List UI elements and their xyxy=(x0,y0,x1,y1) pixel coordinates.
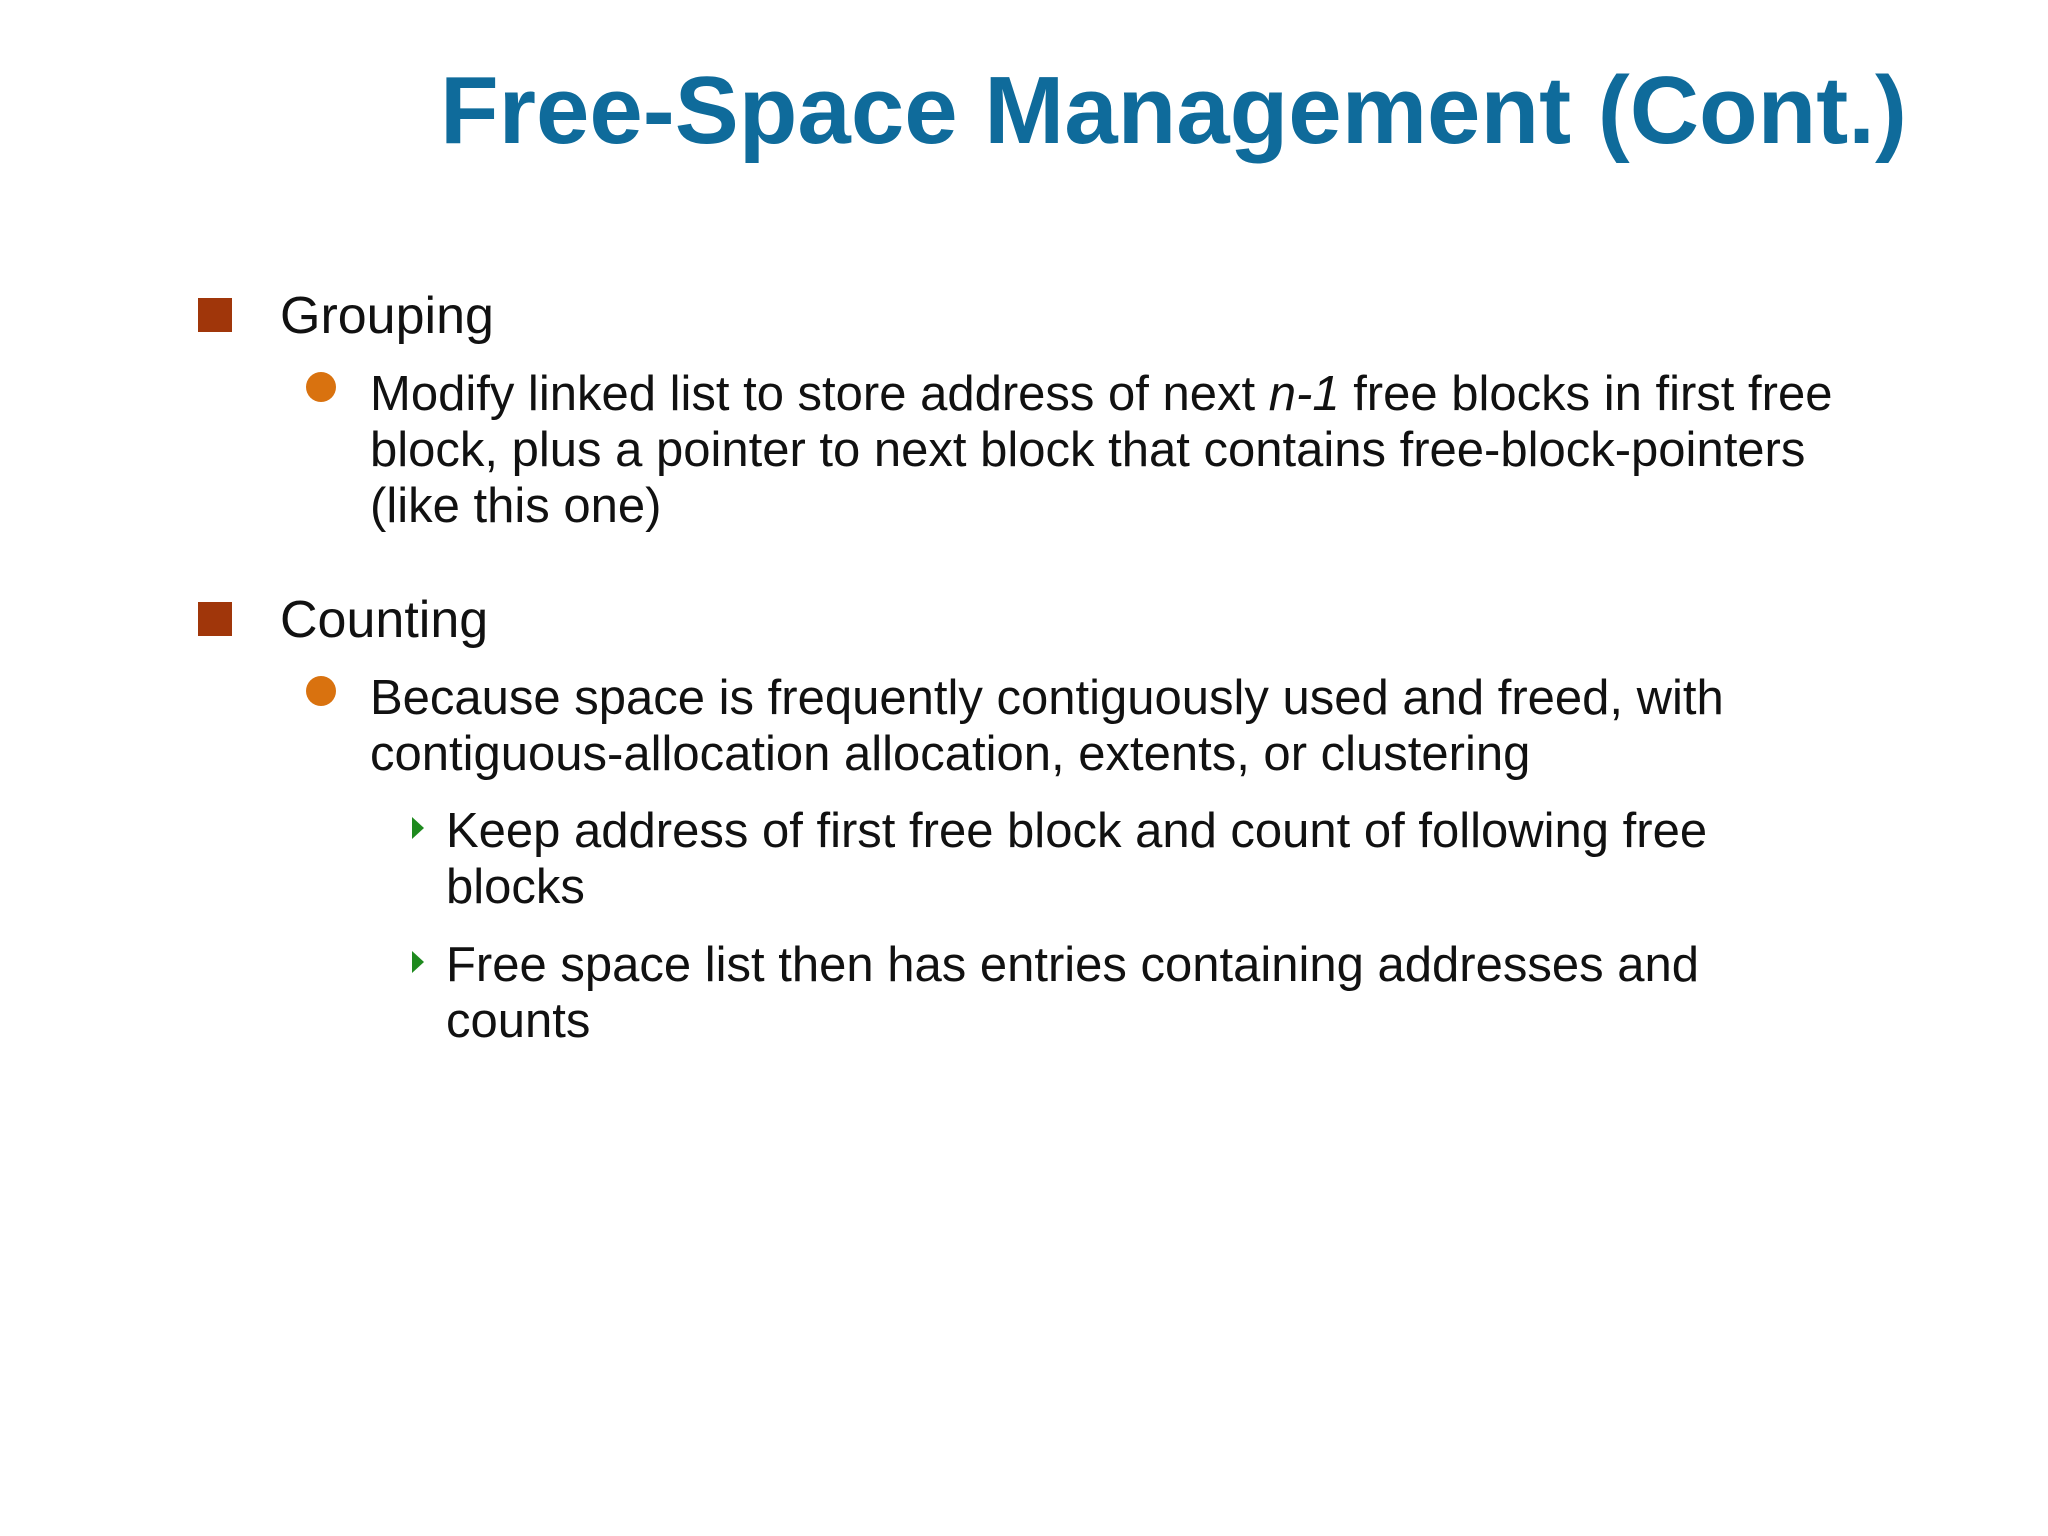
grouping-detail-post: free blocks in first free block, plus a pointer to next block that contains free-block-pointers (like this one) xyxy=(370,367,1833,533)
bullet-counting: Counting xyxy=(280,591,489,649)
square-bullet-icon xyxy=(198,602,232,636)
circle-bullet-icon xyxy=(306,676,336,706)
slide-title: Free-Space Management (Cont.) xyxy=(440,57,1907,164)
circle-bullet-icon xyxy=(306,372,336,402)
grouping-detail-pre: Modify linked list to store address of next xyxy=(370,367,1269,421)
grouping-detail-em: n-1 xyxy=(1268,367,1340,421)
square-bullet-icon xyxy=(198,298,232,332)
counting-subpoint: Keep address of first free block and count of following free blocks xyxy=(446,804,1708,914)
bullet-grouping: Grouping xyxy=(280,287,494,345)
counting-subpoint: Free space list then has entries containing addresses and counts xyxy=(446,938,1699,1048)
counting-detail: Because space is frequently contiguously used and freed, with contiguous-allocation allocation, extents, or clustering xyxy=(370,671,1724,781)
triangle-bullet-icon xyxy=(412,951,424,973)
triangle-bullet-icon xyxy=(412,817,424,839)
grouping-detail xyxy=(370,366,1840,534)
